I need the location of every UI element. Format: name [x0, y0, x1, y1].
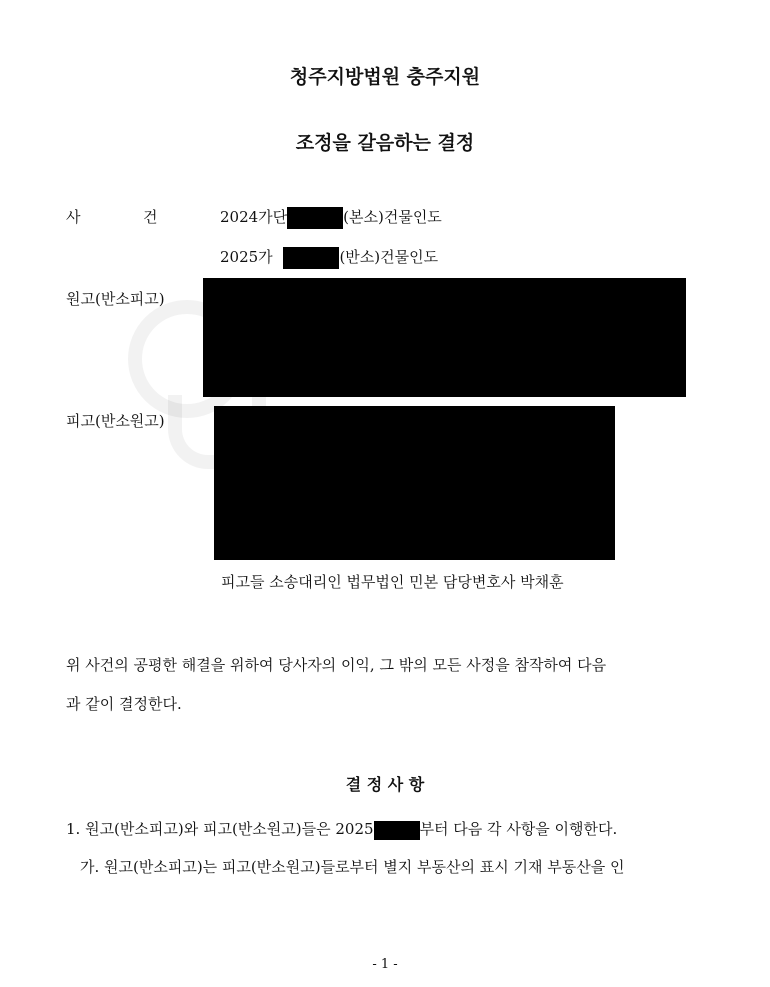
decision-item-1-prefix: 1. 원고(반소피고)와 피고(반소원고)들은 2025: [66, 820, 374, 838]
case-line-2: [220, 246, 438, 269]
decision-item-1: [66, 818, 617, 840]
redacted-defendant-info: [214, 406, 615, 560]
body-line-1: 위 사건의 공평한 해결을 위하여 당사자의 이익, 그 밖의 모든 사정을 참작하여 다음: [66, 656, 607, 674]
court-name: 청주지방법원 충주지원: [289, 66, 481, 88]
case-name: (본소)건물인도: [343, 208, 442, 226]
case-number-prefix: 2024가단: [220, 208, 288, 226]
decision-section-title: 결 정 사 항: [345, 775, 425, 794]
decision-item-1a: 가. 원고(반소피고)는 피고(반소원고)들로부터 별지 부동산의 표시 기재 부동산을 인: [80, 858, 625, 876]
redacted-case-number: [287, 207, 343, 229]
document-title: 조정을 갈음하는 결정: [295, 132, 475, 154]
decision-item-1-suffix: 부터 다음 각 사항을 이행한다.: [419, 820, 618, 838]
counterclaim-number-prefix: 2025가: [220, 248, 273, 266]
redacted-plaintiff-info: [203, 278, 686, 397]
case-label-char1: 사: [66, 208, 81, 226]
counterclaim-name: (반소)건물인도: [339, 248, 439, 266]
body-line-2: 과 같이 결정한다.: [66, 695, 182, 713]
defendant-counsel: 피고들 소송대리인 법무법인 민본 담당변호사 박채훈: [221, 573, 564, 591]
redacted-counterclaim-number: [283, 247, 339, 269]
redacted-date: [374, 821, 420, 840]
defendant-label: 피고(반소원고): [66, 412, 165, 430]
case-label-char2: 건: [143, 208, 158, 226]
case-line-1: [220, 206, 442, 229]
plaintiff-label: 원고(반소피고): [66, 290, 165, 308]
page-number: - 1 -: [372, 957, 398, 972]
